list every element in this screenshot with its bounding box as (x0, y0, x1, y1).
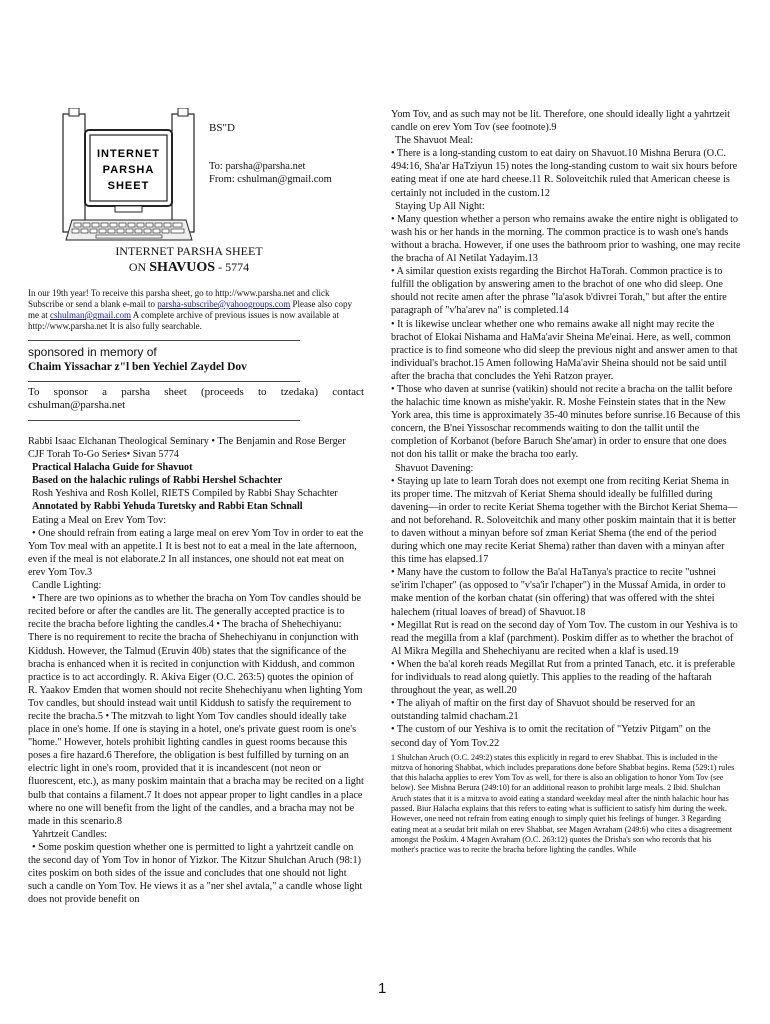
divider (28, 420, 300, 421)
footnotes: 1 Shulchan Aruch (O.C. 249:2) states this explicitly in regard to erev Shabbat. This is included in the mitzva of honoring Shabbat, which includes preparations done before Shabbat begins. Rema (529:1) rules that this halacha applies to erev Yom Tov as well, for there is also an obligation to honor Yom Tov (see below). See Mishna Berura (249:10) for an additional reason to prohibit large meals. 2 Ibid. Shulchan Aruch states that it is a mitzva to avoid eating a standard weekday meal after the ninth halachic hour has passed. Biur Halacha explains that this refers to eating what is sufficient to satisfy him during the week. However, one need not refrain from eating enough to simply quiet his feelings of hunger. 3 Regarding eating meat at a seudat brit milah on erev Shabbat, see Magen Avraham (249:6) who cites a disagreement amongst the Poskim. 4 Magen Avraham (O.C. 263:12) quotes the Drisha's son who records that his mother's practice was to recite the bracha before lighting the candles. While (391, 752, 735, 855)
sheet-title: INTERNET PARSHA SHEET (115, 244, 263, 258)
right-paragraph: Yom Tov, and as such may not be lit. Therefore, one should ideally light a yahrtzeit candle on erev Yom Tov (see footnote).9 (391, 109, 730, 134)
logo-line1: INTERNET (97, 148, 160, 160)
right-paragraph: • The custom of our Yeshiva is to omit the recitation of "Yetziv Pitgam" on the second day of Yom Tov.22 (391, 724, 711, 749)
right-paragraph: • There is a long-standing custom to eat dairy on Shavuot.10 Mishna Berura (O.C. 494:16, Sha'ar HaTziyun 15) notes the long-standing custom to wait six hours before eating meat if one ate hard cheese.11 R. Soloveitchik ruled that American cheese is certainly not included in the custom.12 (391, 148, 738, 199)
subscription-intro (28, 288, 364, 332)
right-paragraph: The Shavuot Meal: (395, 135, 474, 147)
sponsor-dedication: sponsored in memory of (28, 345, 157, 359)
left-paragraph: Based on the halachic rulings of Rabbi Hershel Schachter (32, 475, 283, 487)
subscribe-email-link[interactable]: parsha-subscribe@yahoogroups.com (157, 299, 291, 309)
from-line: From: cshulman@gmail.com (209, 174, 332, 185)
divider (28, 340, 300, 341)
sponsor-contact: To sponsor a parsha sheet (proceeds to tzedaka) contact cshulman@parsha.net (28, 386, 364, 411)
left-paragraph: Yahrtzeit Candles: (32, 828, 108, 840)
year-label: - 5774 (218, 260, 250, 274)
intro-text-1: In our 19th year! To receive this parsha sheet, go to http://www.parsha.net and click Subscribe or send a blank e-mail to (28, 288, 330, 309)
left-paragraph: Candle Lighting: (32, 580, 102, 592)
right-paragraph: • Staying up late to learn Torah does not exempt one from reciting Keriat Shema in its proper time. The mitzvah of Keriat Shema should ideally be fulfilled during davening—in order to recite Keriat Shema together with the Birchot Keriat Shema—and not beforehand. R. Soloveitchik and many other poskim maintain that it is better to daven without a minyan before sof zman Keriat Shema (the end of the period during which one may recite Keriat Shema) rather than daven with a minyan after this time has elapsed.17 (391, 475, 738, 566)
left-paragraph: Eating a Meal on Erev Yom Tov: (32, 514, 167, 526)
right-paragraph: • Many have the custom to follow the Ba'al HaTanya's practice to recite "ushnei se'irim l'chaper" (as opposed to "v'sa'ir l'chaper") in the Mussaf Amida, in order to make mention of the korban chatat (sin offering) that was offered with the shtei halechem (ritual loaves of bread) of Shavuot.18 (391, 567, 726, 618)
left-paragraph: Rabbi Isaac Elchanan Theological Seminary • The Benjamin and Rose Berger CJF Torah To-Go Series• Sivan 5774 (28, 436, 346, 461)
internet-parsha-sheet-logo (60, 108, 198, 258)
right-paragraph: • When the ba'al koreh reads Megillat Rut from a printed Tanach, etc. it is preferable for individuals to read along quietly. This applies to the reading of the haftarah throughout the year, as well.20 (391, 658, 736, 697)
right-paragraph: • Many question whether a person who remains awake the entire night is obligated to wash his or her hands in the morning. The common practice is to wash one's hands without a bracha. However, if one uses the bathroom prior to washing, one may recite the bracha of Al Netilat Yadayim.13 (391, 213, 741, 265)
page-number: 1 (378, 980, 387, 997)
left-paragraph: Practical Halacha Guide for Shavuot (32, 462, 193, 474)
left-paragraph: Annotated by Rabbi Yehuda Turetsky and Rabbi Etan Schnall (32, 501, 303, 513)
scroll-computer-logo-icon (60, 108, 198, 258)
right-paragraph: • It is likewise unclear whether one who remains awake all night may recite the brachot of Elokai Nishama and HaMa'avir Sheina Me'einai. Here, as well, common practice is to find someone who did sleep the previous night and answer amen to that individual's brachot.15 Amen following HaMa'avir Sheina should not be said until after the bracha that concludes the Yehi Ratzon prayer. (391, 318, 738, 382)
parsha-heading (28, 260, 350, 276)
logo-line3: SHEET (107, 180, 150, 192)
right-column (391, 108, 741, 856)
left-paragraph: • Some poskim question whether one is permitted to light a yahrtzeit candle on the second day of Yom Tov in honor of Yizkor. The Kitzur Shulchan Aruch (98:1) cites poskim on both sides of the issue and concludes that one should not light such a candle on Yom Tov. He views it as a "ner shel avtala," a candle whose light does not provide benefit on (28, 841, 363, 906)
intro-text-3: A complete archive of previous issues is now available at http://www.parsha.net It is also fully searchable. (28, 310, 339, 331)
contact-lines (209, 160, 332, 186)
on-label: ON (128, 260, 147, 274)
right-paragraph: Staying Up All Night: (395, 200, 485, 212)
bsd-label: BS"D (209, 122, 235, 134)
right-article-body (391, 108, 741, 750)
to-line: To: parsha@parsha.net (209, 161, 306, 172)
intro-text-2: Please also copy me at (28, 299, 352, 320)
parsha-name: SHAVUOS (149, 260, 216, 275)
left-paragraph: • There are two opinions as to whether the bracha on Yom Tov candles should be recited before or after the candles are lit. The generally accepted practice is to recite the bracha before lighting the candles.4 • The bracha of Shehechiyanu: There is no requirement to recite the bracha of Shehechiyanu in conjunction with Kiddush. However, the Talmud (Eruvin 40b) states that the significance of the bracha is enhanced when it is recited in conjunction with Kiddush, and common practice is to act accordingly. R. Akiva Eiger (O.C. 263:5) quotes the opinion of R. Yaakov Emden that women should not recite Shehechiyanu when lighting Yom Tov candles, but should instead wait until Kiddush to satisfy the requirement to recite the bracha.5 • The mitzvah to light Yom Tov candles should ideally take place in one's home. If one is staying in a hotel, one's private guest room is one's "home." However, hotels prohibit lighting candles in guest rooms because this poses a fire hazard.6 Therefore, the obligation is best fulfilled by turning on an electric light in one's room, provided that it is incandescent (not neon or fluorescent, etc.), as many poskim maintain that a bracha may be recited on a light bulb that contains a filament.7 It does not appear proper to light candles in a place where no one will benefit from the light of the candles, and a bracha may not be made in this scenario.8 (28, 593, 364, 827)
right-paragraph: • A similar question exists regarding the Birchot HaTorah. Common practice is to fulfill the obligation by answering amen to the brachot of one who did sleep. One should not recite amen after the phrase "la'asok b'divrei Torah," but after the entire paragraph of "v'ha'arev na" is completed.14 (391, 266, 727, 317)
left-column (28, 288, 364, 906)
logo-line2: PARSHA (102, 164, 155, 176)
divider (28, 381, 300, 382)
right-paragraph: • Those who daven at sunrise (vatikin) should not recite a bracha on the tallit before the halachic time known as mishe'yakir. R. Moshe Feinstein states that in the New York area, this time is approximately 35-40 minutes before sunrise.16 Because of this concern, the B'nei Yissoschar recommends waiting to don the tallit until the completion of Korbanot (before Baruch She'amar) in order to ensure that one does not don his tallit or make the bracha too early. (391, 383, 741, 461)
left-article-body (28, 435, 364, 906)
sponsor-name: Chaim Yissachar z"l ben Yechiel Zaydel Dov (28, 361, 247, 373)
right-paragraph: • The aliyah of maftir on the first day of Shavuot should be reserved for an outstanding talmid chacham.21 (391, 698, 696, 723)
right-paragraph: • Megillat Rut is read on the second day of Yom Tov. The custom in our Yeshiva is to read the megilla from a klaf (parchment). Poskim differ as to whether the brachot of Al Mikra Megilla and Shehechiyanu are recited when a klaf is used.19 (391, 619, 738, 657)
left-paragraph: Rosh Yeshiva and Rosh Kollel, RIETS Compiled by Rabbi Shay Schachter (32, 488, 338, 500)
left-paragraph: • One should refrain from eating a large meal on erev Yom Tov in order to eat the Yom Tov meal with an appetite.1 It is best not to eat a meal in the late afternoon, even if the meal is not elaborate.2 In all instances, one should not eat meat on erev Yom Tov.3 (28, 527, 364, 578)
right-paragraph: Shavuot Davening: (395, 462, 474, 474)
contact-email-link[interactable]: cshulman@gmail.com (50, 310, 132, 320)
